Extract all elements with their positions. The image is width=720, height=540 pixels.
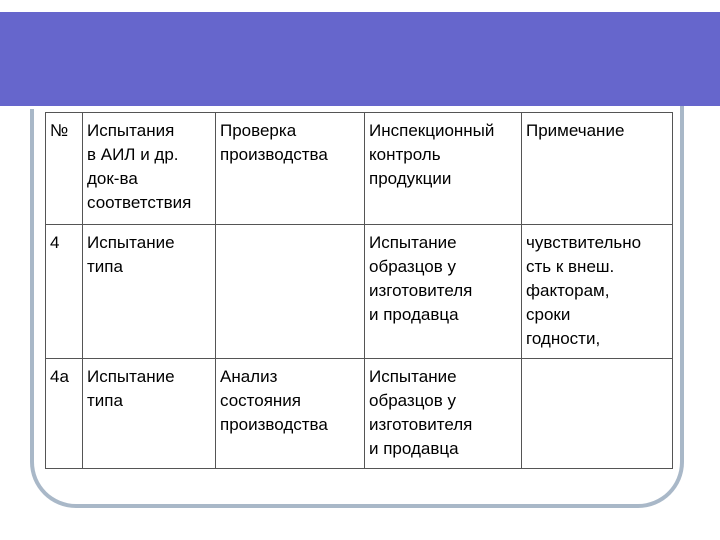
row-inspection: Испытание образцов у изготовителя и продавца (365, 359, 522, 469)
row-note: чувствительно сть к внеш. факторам, сроки годности, (522, 225, 673, 359)
table-header-row (46, 113, 673, 225)
header-tests: Испытания в АИЛ и др. док-ва соответствия (83, 113, 216, 225)
header-production-check: Проверка производства (216, 113, 365, 225)
row-production-check (216, 225, 365, 359)
row-inspection: Испытание образцов у изготовителя и продавца (365, 225, 522, 359)
row-production-check: Анализ состояния производства (216, 359, 365, 469)
certification-table (45, 112, 673, 469)
row-no: 4 (46, 225, 83, 359)
row-tests: Испытание типа (83, 359, 216, 469)
header-band (0, 12, 720, 106)
table-row (46, 359, 673, 469)
row-note (522, 359, 673, 469)
header-rule (0, 106, 636, 109)
header-note: Примечание (522, 113, 673, 225)
header-inspection: Инспекционный контроль продукции (365, 113, 522, 225)
row-tests: Испытание типа (83, 225, 216, 359)
row-no: 4а (46, 359, 83, 469)
header-no: № (46, 113, 83, 225)
table-row (46, 225, 673, 359)
